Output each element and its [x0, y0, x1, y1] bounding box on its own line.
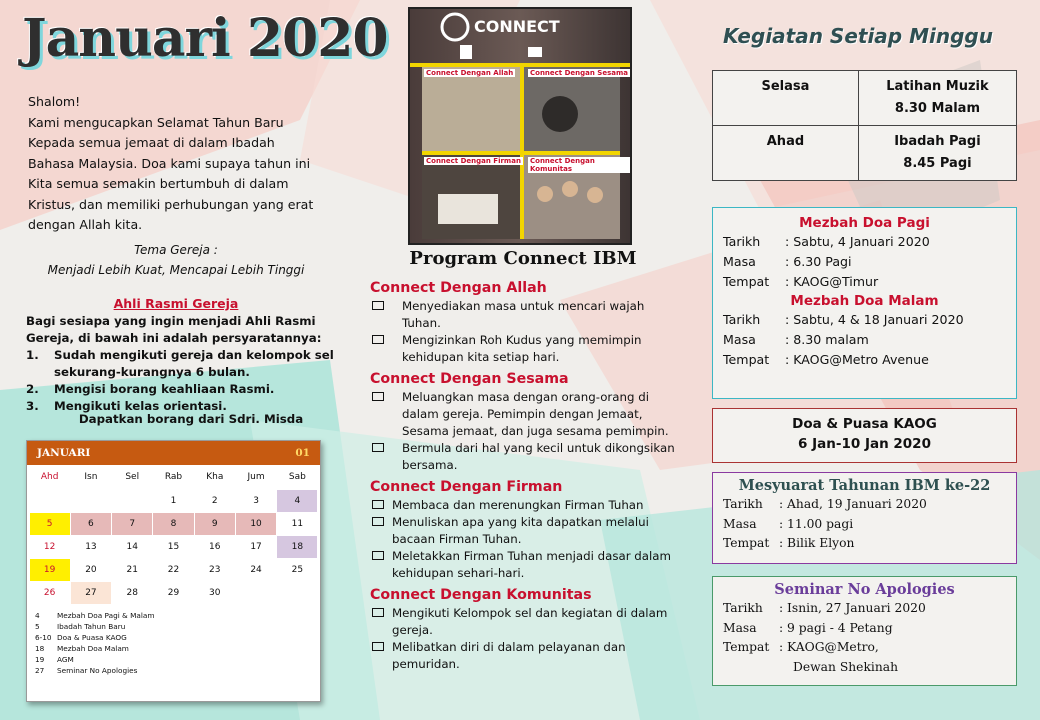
item-text: Meletakkan Firman Tuhan menjadi dasar dalam kehidupan sehari-hari.	[392, 549, 672, 580]
checkbox-icon	[372, 392, 384, 401]
calendar-day: 5	[30, 513, 70, 535]
checkbox-icon	[372, 500, 384, 509]
list-item	[26, 381, 346, 398]
legend-text: Mezbah Doa Pagi & Malam	[57, 611, 155, 620]
item-text: Meluangkan masa dengan orang-orang di dalam gereja. Pemimpin dengan Jemaat, Sesama jemaat, dan juga sesama pemimpin.	[402, 390, 669, 438]
item-number: 1.	[26, 348, 39, 362]
legend-day: 6-10	[35, 633, 52, 642]
program-title: Program Connect IBM	[409, 248, 637, 269]
section-title: Connect Dengan Firman	[370, 479, 563, 495]
greeting-line: Kita semua semakin bertumbuh di dalam	[28, 176, 289, 191]
item-text: Mengisi borang keahliaan Rasmi.	[54, 382, 275, 396]
info-label: Tempat	[723, 536, 770, 550]
legend-text: Seminar No Apologies	[57, 666, 138, 675]
calendar-day: 17	[250, 541, 262, 552]
section-title: Connect Dengan Sesama	[370, 371, 569, 387]
connect-poster-art	[410, 9, 630, 243]
checkbox-icon	[372, 335, 384, 344]
item-number: 3.	[26, 399, 39, 413]
calendar-day: 30	[209, 587, 221, 598]
item-number: 2.	[26, 382, 39, 396]
calendar-day: 4	[277, 490, 317, 512]
info-row	[723, 599, 1006, 619]
list-item	[370, 514, 680, 548]
seminar-box	[712, 576, 1017, 686]
calendar-day: 1	[170, 495, 177, 506]
weekly-day: Selasa	[713, 71, 859, 126]
section-title: Connect Dengan Komunitas	[370, 587, 592, 603]
legend-row	[35, 665, 320, 676]
calendar-day: 29	[167, 587, 180, 598]
doa-puasa-box	[712, 408, 1017, 463]
calendar-day: 12	[43, 541, 56, 552]
legend-day: 19	[35, 655, 45, 664]
calendar	[26, 440, 321, 702]
calendar-day: 9	[195, 513, 235, 535]
calendar-day-of-week: Jum	[247, 472, 265, 482]
panel-label: Connect Dengan Komunitas	[528, 157, 630, 173]
legend-text: Mezbah Doa Malam	[57, 644, 129, 653]
info-value: : 11.00 pagi	[779, 516, 854, 531]
theme-label: Tema Gereja :	[134, 243, 218, 257]
calendar-day-of-week: Sel	[125, 472, 140, 482]
item-text: Mengizinkan Roh Kudus yang memimpin kehidupan kita setiap hari.	[402, 333, 642, 364]
page-title: Januari 2020	[22, 8, 388, 69]
list-item	[370, 389, 680, 440]
info-row	[723, 330, 1006, 350]
info-label: Masa	[723, 620, 757, 635]
info-row	[723, 495, 1006, 515]
calendar-day-of-week: Kha	[206, 472, 224, 482]
list-item	[370, 605, 680, 639]
calendar-month-number: 01	[295, 447, 310, 459]
info-value: : Isnin, 27 Januari 2020	[779, 601, 926, 615]
doa-puasa-title: Doa & Puasa KAOG	[792, 416, 937, 432]
info-value: : Ahad, 19 Januari 2020	[779, 497, 927, 511]
info-row	[723, 515, 1006, 535]
checkbox-icon	[372, 517, 384, 526]
info-label: Masa	[723, 332, 756, 347]
info-label: Tempat	[723, 352, 770, 367]
panel-label: Connect Dengan Sesama	[530, 69, 628, 77]
list-item	[370, 639, 680, 673]
info-label: Tarikh	[723, 497, 763, 511]
seminar-title: Seminar No Apologies	[774, 581, 955, 598]
greeting-line: dengan Allah kita.	[28, 217, 143, 232]
info-label: Masa	[723, 254, 756, 269]
calendar-day: 24	[250, 564, 262, 575]
legend-row	[35, 654, 320, 665]
doa-puasa-dates: 6 Jan-10 Jan 2020	[798, 436, 931, 452]
membership-title: Ahli Rasmi Gereja	[113, 296, 239, 311]
legend-text: AGM	[57, 655, 74, 664]
calendar-day: 13	[85, 541, 97, 552]
legend-row	[35, 632, 320, 643]
activity-time: 8.30 Malam	[894, 101, 980, 116]
weekly-title: Kegiatan Setiap Minggu	[723, 24, 993, 48]
connect-logo-text: CONNECT	[474, 17, 560, 36]
activity-name: Latihan Muzik	[886, 79, 989, 94]
activity-name: Ibadah Pagi	[894, 134, 981, 149]
info-row	[723, 232, 1006, 252]
calendar-day: 26	[43, 587, 56, 598]
info-row	[723, 252, 1006, 272]
connect-poster	[408, 7, 632, 245]
checkbox-icon	[372, 642, 384, 651]
info-value: : Bilik Elyon	[779, 536, 855, 550]
info-row	[723, 534, 1006, 554]
checkbox-icon	[372, 301, 384, 310]
info-label: Tempat	[723, 640, 770, 654]
legend-day: 18	[35, 644, 45, 653]
info-row	[723, 619, 1006, 639]
mezbah-box	[712, 207, 1017, 399]
calendar-day: 6	[71, 513, 111, 535]
info-label: Tarikh	[723, 601, 763, 615]
item-text: Menuliskan apa yang kita dapatkan melalui bacaan Firman Tuhan.	[392, 515, 649, 546]
legend-day: 27	[35, 666, 45, 675]
info-value: : KAOG@Metro Avenue	[785, 352, 929, 367]
info-label: Tarikh	[723, 312, 761, 327]
table-row	[713, 71, 1017, 126]
calendar-day: 18	[277, 536, 317, 558]
weekly-activity	[858, 71, 1016, 126]
panel-label: Connect Dengan Firman	[426, 157, 521, 165]
calendar-empty-cell	[236, 582, 276, 604]
info-row	[723, 350, 1006, 370]
calendar-month: JANUARI	[37, 447, 91, 459]
info-label: Masa	[723, 516, 757, 531]
calendar-day: 25	[291, 564, 304, 575]
item-text: Menyediakan masa untuk mencari wajah Tuhan.	[402, 299, 645, 330]
calendar-day: 15	[167, 541, 180, 552]
calendar-day: 16	[209, 541, 221, 552]
item-text: Sudah mengikuti gereja dan kelompok sel sekurang-kurangnya 6 bulan.	[54, 348, 334, 379]
calendar-legend	[27, 610, 320, 676]
info-label: Tempat	[723, 274, 770, 289]
calendar-day: 21	[126, 564, 138, 575]
calendar-empty-cell	[112, 490, 152, 512]
mezbah-pagi-title: Mezbah Doa Pagi	[799, 215, 930, 231]
calendar-day: 23	[209, 564, 221, 575]
mezbah-malam-title: Mezbah Doa Malam	[790, 293, 939, 309]
list-item	[370, 440, 680, 474]
greeting-line: Shalom!	[28, 94, 81, 109]
membership-intro: Bagi sesiapa yang ingin menjadi Ahli Rasmi Gereja, di bawah ini adalah persyaratannya:	[26, 314, 322, 345]
info-value: : 8.30 malam	[785, 332, 869, 347]
item-text: Bermula dari hal yang kecil untuk dikongsikan bersama.	[402, 441, 675, 472]
item-text: Mengikuti Kelompok sel dan kegiatan di dalam gereja.	[392, 606, 668, 637]
info-row	[723, 272, 1006, 292]
theme-text: Menjadi Lebih Kuat, Mencapai Lebih Tinggi	[47, 263, 305, 277]
section-list	[370, 389, 680, 474]
legend-day: 5	[35, 622, 40, 631]
checkbox-icon	[372, 551, 384, 560]
greeting-line: Kami mengucapkan Selamat Tahun Baru	[28, 114, 284, 130]
calendar-day: 7	[112, 513, 152, 535]
list-item	[370, 332, 680, 366]
item-text: Membaca dan merenungkan Firman Tuhan	[392, 498, 644, 512]
list-item	[370, 497, 680, 514]
calendar-day: 27	[71, 582, 111, 604]
activity-time: 8.45 Pagi	[903, 156, 972, 171]
weekly-table	[712, 70, 1017, 181]
checkbox-icon	[372, 443, 384, 452]
info-value: Dewan Shekinah	[793, 659, 898, 674]
greeting-line: Kristus, dan memiliki perhubungan yang erat	[28, 196, 314, 212]
calendar-day: 22	[167, 564, 180, 575]
info-row	[723, 638, 1006, 658]
mesyuarat-box	[712, 472, 1017, 564]
mesyuarat-title: Mesyuarat Tahunan IBM ke-22	[738, 477, 991, 494]
calendar-empty-cell	[30, 490, 70, 512]
calendar-day: 10	[236, 513, 276, 535]
info-value: : KAOG@Timur	[785, 274, 879, 289]
legend-row	[35, 610, 320, 621]
section-title: Connect Dengan Allah	[370, 280, 547, 296]
panel-label: Connect Dengan Allah	[426, 69, 514, 77]
info-label: Tarikh	[723, 234, 761, 249]
membership-requirements	[26, 347, 346, 415]
calendar-header	[27, 441, 320, 465]
legend-text: Doa & Puasa KAOG	[57, 633, 127, 642]
checkbox-icon	[372, 608, 384, 617]
info-row	[723, 310, 1006, 330]
info-row	[723, 658, 1006, 678]
calendar-empty-cell	[277, 582, 317, 604]
weekly-activity	[858, 126, 1016, 181]
calendar-day-of-week: Rab	[164, 472, 183, 482]
calendar-grid	[27, 465, 320, 604]
greeting-line: Kepada semua jemaat di dalam Ibadah	[28, 135, 275, 150]
list-item	[26, 347, 346, 381]
info-value: : Sabtu, 4 & 18 Januari 2020	[785, 312, 964, 327]
info-value: : KAOG@Metro,	[779, 640, 879, 654]
legend-row	[35, 621, 320, 632]
calendar-day-of-week: Isn	[84, 472, 98, 482]
list-item	[370, 548, 680, 582]
calendar-day: 19	[30, 559, 70, 581]
calendar-day-of-week: Ahd	[40, 472, 59, 482]
item-text: Mengikuti kelas orientasi.	[54, 399, 227, 413]
calendar-day: 8	[153, 513, 193, 535]
calendar-day: 11	[291, 518, 304, 529]
section-list	[370, 605, 680, 673]
info-value: : 6.30 Pagi	[785, 254, 852, 269]
table-row	[713, 126, 1017, 181]
weekly-day: Ahad	[713, 126, 859, 181]
legend-text: Ibadah Tahun Baru	[57, 622, 126, 631]
calendar-day: 3	[253, 495, 259, 506]
section-list	[370, 497, 680, 582]
calendar-day: 14	[126, 541, 138, 552]
greeting-line: Bahasa Malaysia. Doa kami supaya tahun ini	[28, 155, 311, 171]
calendar-day: 2	[211, 495, 218, 506]
legend-day: 4	[35, 611, 40, 620]
membership-note: Dapatkan borang dari Sdri. Misda	[78, 412, 304, 426]
list-item	[370, 298, 680, 332]
calendar-day: 20	[85, 564, 97, 575]
church-theme	[26, 240, 326, 280]
calendar-day: 28	[126, 587, 138, 598]
calendar-day-of-week: Sab	[288, 472, 306, 482]
section-list	[370, 298, 680, 366]
greeting-text	[28, 92, 328, 236]
item-text: Melibatkan diri di dalam pelayanan dan pemuridan.	[392, 640, 626, 671]
info-value: : Sabtu, 4 Januari 2020	[785, 234, 930, 249]
program-sections	[370, 279, 680, 677]
calendar-empty-cell	[71, 490, 111, 512]
info-value: : 9 pagi - 4 Petang	[779, 620, 893, 635]
legend-row	[35, 643, 320, 654]
